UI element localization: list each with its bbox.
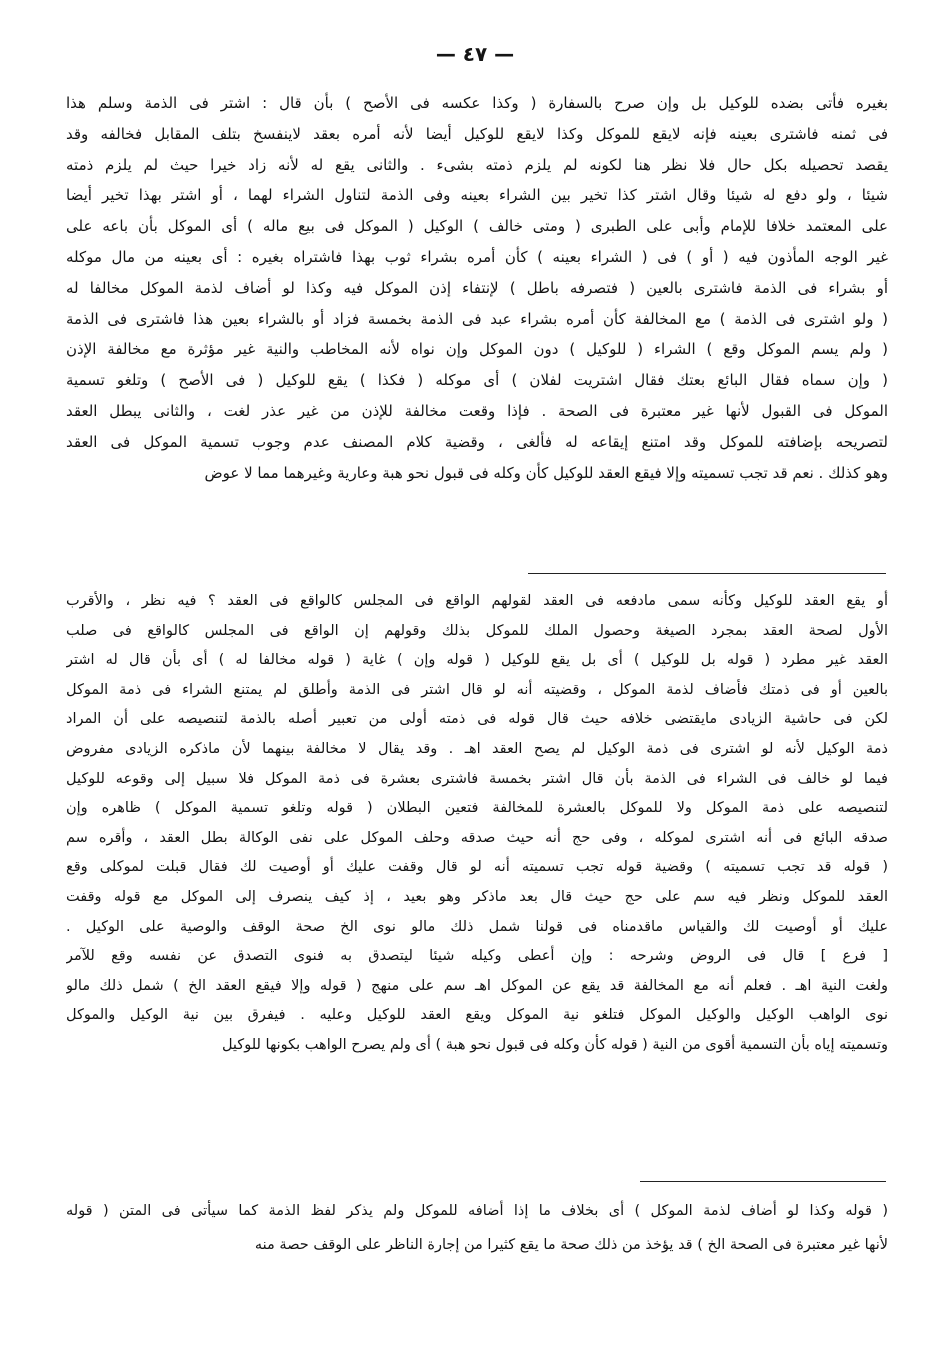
main-text-line: ( وإن سماه فقال البائع بعتك فقال اشتريت لفلان ) أى موكله ( فكذا ) يقع للوكيل ( فى الأصح ) وتلغو تسمية — [66, 371, 888, 390]
commentary-line: العقد للموكل ونظر فيه سم على حج حيث قال بعد ماذكر وهو بعيد ، إذ كيف ينصرف إلى الموكل مع قوله وقفت — [66, 888, 888, 905]
main-text-line: وهو كذلك . نعم قد تجب تسميته وإلا فيقع العقد للوكيل كأن وكله فى قبول نحو هبة وعارية وغيرهما مما لا عوض — [204, 463, 888, 482]
main-text-line: فى ثمنه فاشترى بعينه فإنه لايقع للموكل وكذا لايقع للوكيل أيضا لأنه أمره بعقد لاينفسخ بتلف المقابل فخالفه وقد — [66, 124, 888, 143]
main-text-line: على المعتمد خلافا للإمام وأبى على الطبرى ( ومتى خالف ) الوكيل ( الموكل فى بيع ماله ) أى الموكل بأن باعه على — [66, 217, 888, 236]
commentary-line: فيما لو خالف فى الشراء فى الذمة بأن قال اشتر بخمسة فاشترى بعشرة فى ذمة الموكل فلا سبيل إلى وقوعه للوكيل — [66, 770, 888, 787]
commentary-line: وتسميته إياه بأن التسمية أقوى من النية ( قوله كأن وكله فى قبول نحو هبة ) أى ولم يصرح الواهب بكونها للوكيل — [221, 1036, 888, 1053]
commentary-line: عليك أو أوصيت لك والقياس ماقدمناه فى قولنا شمل ذلك مالو نوى الخ صحة الوقف والوصية على الوكيل . — [66, 918, 888, 935]
footnote-line: لأنها غير معتبرة فى الصحة الخ ) قد يؤخذ من ذلك صحة ما يقع كثيرا من إجارة الناظر على الوقف حصة منه — [254, 1237, 888, 1253]
main-text-line: ( ولم يسم الموكل وقع ) الشراء ( للوكيل ) دون الموكل وإن نواه لأنه المخاطب والنية غير مؤثرة مع مخالفة الإذن — [66, 340, 888, 359]
commentary-line: لكن فى حاشية الزيادى مايقتضى خلافه حيث قال قوله فى ذمته أولى من تعبير أصله بالذمة لتنصيصه على أن المراد — [66, 711, 888, 728]
main-text-line: أو بشراء فى الذمة فاشترى بالعين ( فتصرفه باطل ) لإنتفاء إذن الموكل فيه وكذا لو أضاف لذمة الموكل مخالفا له — [66, 278, 888, 297]
commentary-line: الأول لصحة العقد بمجرد الصيغة وحصول الملك للموكل بذلك وقولهم إن الواقع فى المجلس كالواقع فى صلب — [66, 622, 888, 639]
main-text-line: ( ولو اشترى فى الذمة ) مع المخالفة كأن أمره بشراء عبد فى الذمة بخمسة فزاد أو بالشراء بعين هذا فاشترى فى الذمة — [66, 309, 888, 328]
commentary-line: بالعين أو فى ذمتك فأضاف لذمة الموكل ، وقضيته أنه لو قال اشتر فى الذمة وأطلق لم يمتنع الشراء فى ذمة الموكل — [66, 681, 888, 698]
main-text — [66, 88, 888, 488]
commentary-line: نوى الواهب الوكيل والوكيل الموكل فتلغو نية الموكل ويقع العقد للوكيل وعليه . فيفرق بين نية الوكيل والموكل — [66, 1007, 888, 1024]
commentary-text — [66, 587, 888, 1061]
footnote-text — [66, 1194, 888, 1262]
commentary-line: صدقه البائع فى أنه اشترى لموكله ، وفى حج أنه حيث صدقه وحلف الموكل على نفى الوكالة بطل العقد ، وأقره سم — [66, 829, 888, 846]
commentary-line: العقد غير مطرد ( قوله بل للوكيل ) أى بل يقع للوكيل ( قوله وإن ) غاية ( قوله مخالفا له ) أى بأن قال له اشتر — [66, 652, 888, 669]
main-text-line: شيئا ، ولو دفع له شيئا وقال اشتر كذا تخير بين الشراء بعينه وفى الذمة لتناول الشراء لهما ، أو اشتر بهذا تخير أيضا — [66, 186, 888, 205]
commentary-line: [ فرع ] قال فى الروض وشرحه : وإن أعطى وكيله شيئا ليتصدق به فنوى التصدق عن نفسه وقع للآمر — [66, 948, 888, 965]
main-text-line: بغيره فأتى بضده للوكيل بل وإن صرح بالسفارة ( وكذا عكسه فى الأصح ) بأن قال : اشتر فى الذمة وسلم هذا — [66, 94, 888, 112]
main-text-line: يقصد تحصيله بكل حال فلا نظر هنا لكونه لم يلزم ذمته بشىء . والثانى يقع له لأنه زاد خيرا حيث لم يلزم ذمته — [66, 155, 888, 174]
commentary-line: ( قوله قد تجب تسميته ) وقضية قوله تجب تسميته أنه لو قال وقفت عليك أو أوصيت لك فقال قبلت لموكلى وقع — [66, 859, 888, 876]
commentary-line: ذمة الوكيل لأنه لو اشترى فى ذمة الوكيل لم يصح العقد اهـ . وقد يقال لا مخالفة بينهما لأن ماذكره الزيادى مفروض — [66, 740, 888, 757]
main-text-line: الموكل فى القبول لأنها غير معتبرة فى الصحة . فإذا وقعت مخالفة للإذن من غير عذر لغت ، والثانى يبطل العقد — [66, 401, 888, 420]
footnote-divider — [640, 1181, 886, 1182]
main-text-line: لتصريحه بإضافته للموكل وقد امتنع إيقاعه له فألغى ، وقضية كلام المصنف عدم وجوب تسمية الموكل فى العقد — [66, 432, 888, 451]
page-number: — ٤٧ — — [435, 42, 515, 66]
commentary-line: أو يقع العقد للوكيل وكأنه سمى مادفعه فى العقد لقولهم الواقع فى المجلس كالواقع فى العقد ؟ فيه نظر ، والأقرب — [66, 593, 888, 609]
commentary-line: ولغت النية اهـ . فعلم أنه مع المخالفة قد يقع عن الموكل اهـ سم على منهج ( قوله وإلا فيقع العقد الخ ) شمل ذلك مالو — [66, 977, 888, 994]
main-text-line: غير الوجه المأذون فيه ( أو ) فى ( الشراء بعينه ) كأن أمره بشراء ثوب بهذا فاشتراه بغيره : أى بعينه من مال موكله — [66, 247, 888, 266]
section-divider — [528, 573, 886, 574]
commentary-line: لتنصيصه على ذمة الموكل ولا للموكل بالعشرة للمخالفة فتعين البطلان ( قوله وتلغو تسمية الموكل ) ظاهره وإن — [66, 800, 888, 817]
footnote-line: ( قوله وكذا لو أضاف لذمة الموكل ) أى بخلاف ما إذا أضافه للموكل ولم يذكر لفظ الذمة كما سيأتى فى المتن ( قوله — [66, 1203, 888, 1219]
